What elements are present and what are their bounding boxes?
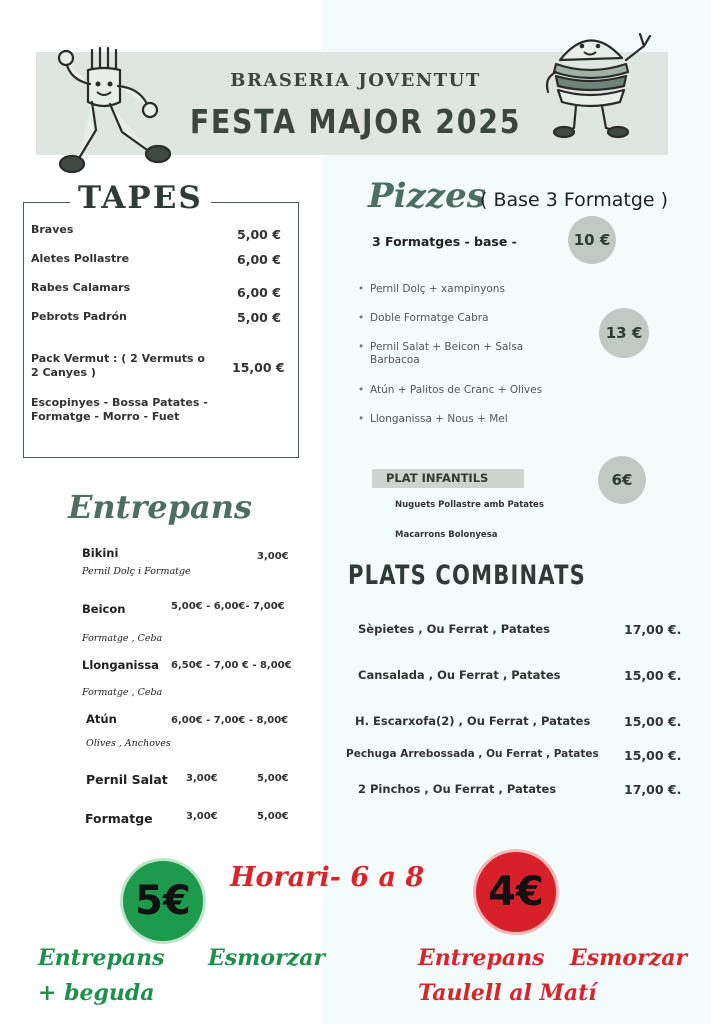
entrepans-price: 5,00€ - 6,00€- 7,00€ (171, 601, 285, 612)
plats-combinats-price: 17,00 €. (624, 622, 682, 637)
entrepans-sub: Olives , Anchoves (86, 738, 171, 749)
plats-combinats-item: Pechuga Arrebossada , Ou Ferrat , Patates (346, 748, 599, 760)
pizza-item: • Doble Formatge Cabra (370, 312, 560, 325)
tapes-price: 5,00 € (237, 227, 281, 242)
entrepans-item: Llonganissa (82, 658, 159, 672)
plat-infantils-label: PLAT INFANTILS (372, 469, 524, 488)
tapes-title: TAPES (70, 180, 211, 216)
plats-combinats-item: Sèpietes , Ou Ferrat , Patates (358, 622, 550, 636)
entrepans-item: Formatge (85, 811, 153, 826)
offer-green-entrepans: Entrepans (38, 945, 165, 971)
entrepans-price: 3,00€ (257, 551, 289, 562)
pizzes-base-price: 10 € (568, 216, 616, 264)
entrepans-item: Bikini (82, 546, 119, 560)
plats-combinats-price: 17,00 €. (624, 782, 682, 797)
pizza-item: • Atún + Palitos de Cranc + Olives (370, 384, 570, 397)
offer-green-beguda: + beguda (38, 980, 155, 1006)
pizza-item: • Pernil Salat + Beicon + Salsa Barbacoa (370, 341, 550, 367)
tapes-price: 15,00 € (232, 360, 285, 375)
pizzes-base-label: 3 Formatges - base - (372, 234, 517, 249)
tapes-price: 5,00 € (237, 310, 281, 325)
plats-combinats-item: Cansalada , Ou Ferrat , Patates (358, 668, 561, 682)
entrepans-item: Atún (86, 712, 117, 726)
offer-red-price: 4€ (473, 849, 559, 935)
offer-red-entrepans: Entrepans (418, 945, 545, 971)
entrepans-sub: Formatge , Ceba (82, 687, 163, 698)
entrepans-price: 3,00€ (186, 811, 218, 822)
page-title: FESTA MAJOR 2025 (189, 102, 522, 141)
tapes-price: 6,00 € (237, 252, 281, 267)
pizza-item: • Pernil Dolç + xampinyons (370, 283, 560, 296)
plats-combinats-title: PLATS COMBINATS (348, 560, 586, 591)
offer-red-esmorzar: Esmorzar (570, 945, 688, 971)
tapes-item: Pebrots Padrón (31, 310, 127, 323)
pizzes-group-price: 13 € (599, 308, 649, 358)
tapes-item: Braves (31, 223, 74, 236)
tapes-item: Rabes Calamars (31, 281, 131, 294)
tapes-item: Aletes Pollastre (31, 252, 130, 265)
plats-combinats-item: H. Escarxofa(2) , Ou Ferrat , Patates (355, 714, 591, 728)
brand-name: BRASERIA JOVENTUT (230, 70, 481, 91)
entrepans-price: 6,00€ - 7,00€ - 8,00€ (171, 715, 289, 726)
plats-combinats-price: 15,00 €. (624, 748, 682, 763)
entrepans-item: Beicon (82, 602, 126, 616)
tapes-item: Pack Vermut : ( 2 Vermuts o 2 Canyes ) (31, 352, 205, 379)
tapes-item: Escopinyes - Bossa Patates - Formatge - Morro - Fuet (31, 396, 208, 423)
offer-red-taulell: Taulell al Matí (418, 980, 597, 1006)
pizzes-title: Pizzes (368, 176, 486, 216)
entrepans-price: 6,50€ - 7,00 € - 8,00€ (171, 660, 292, 671)
pizza-item: • Llonganissa + Nous + Mel (370, 413, 560, 426)
horari-label: Horari- 6 a 8 (230, 862, 425, 893)
entrepans-item: Pernil Salat (86, 772, 168, 787)
entrepans-price: 3,00€ (186, 773, 218, 784)
pizzes-subtitle: ( Base 3 Formatge ) (480, 189, 669, 211)
plat-infantils-item: Nuguets Pollastre amb Patates (395, 500, 544, 510)
entrepans-sub: Formatge , Ceba (82, 633, 163, 644)
plats-combinats-price: 15,00 €. (624, 714, 682, 729)
plats-combinats-item: 2 Pinchos , Ou Ferrat , Patates (358, 782, 557, 796)
plat-infantils-price: 6€ (598, 456, 646, 504)
plats-combinats-price: 15,00 €. (624, 668, 682, 683)
offer-green-price: 5€ (120, 858, 206, 944)
tapes-price: 6,00 € (237, 285, 281, 300)
entrepans-price-2: 5,00€ (257, 773, 289, 784)
plat-infantils-item: Macarrons Bolonyesa (395, 530, 498, 540)
entrepans-title: Entrepans (68, 488, 253, 526)
offer-green-esmorzar: Esmorzar (208, 945, 326, 971)
entrepans-sub: Pernil Dolç i Formatge (82, 566, 191, 577)
entrepans-price-2: 5,00€ (257, 811, 289, 822)
